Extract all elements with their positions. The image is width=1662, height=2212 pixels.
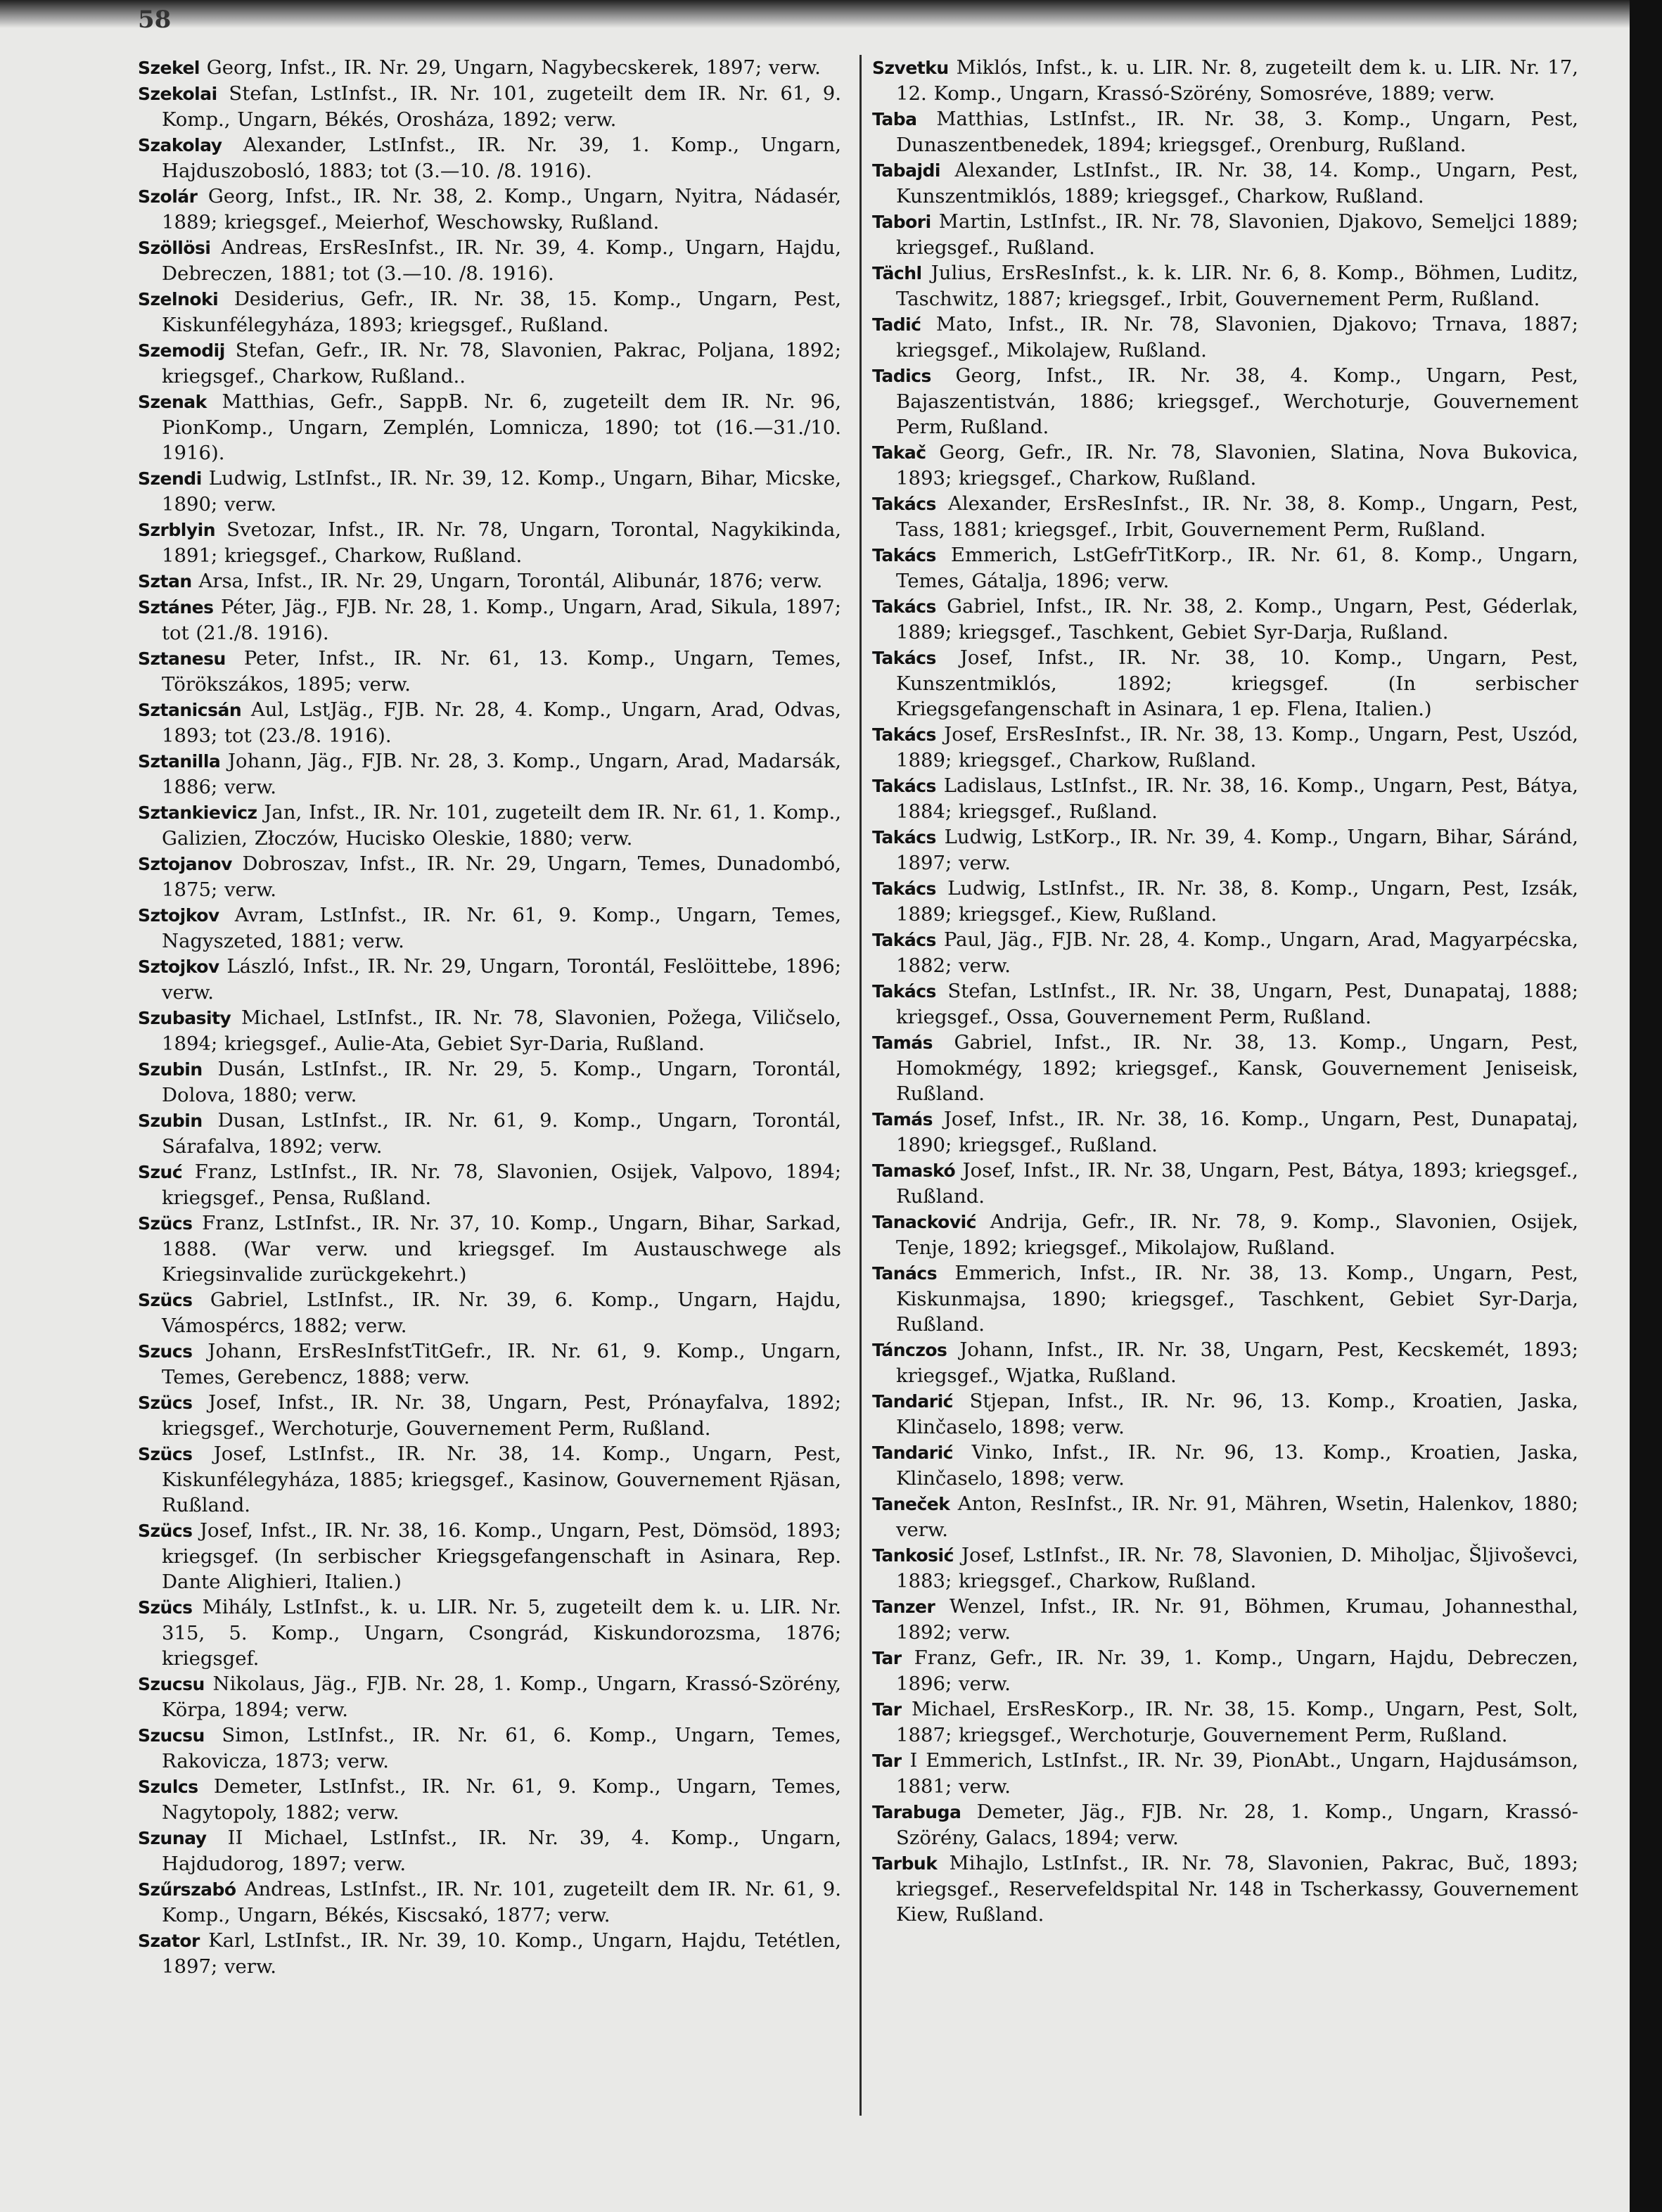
entry-details: Gabriel, Infst., IR. Nr. 38, 13. Komp., Ungarn, Pest, Homokmégy, 1892; kriegsgef., Kansk, Gouvernement Jeniseisk, Rußland. [896, 1031, 1578, 1105]
entry [872, 1440, 1578, 1491]
entry-surname: Tarbuk [872, 1853, 938, 1874]
entry-surname: Szenak [138, 392, 207, 412]
entry-surname: Tabajdi [872, 160, 941, 181]
entry-details: I Emmerich, LstInfst., IR. Nr. 39, PionAbt., Ungarn, Hajdusámson, 1881; verw. [896, 1749, 1578, 1798]
entry-details: Dusan, LstInfst., IR. Nr. 61, 9. Komp., Ungarn, Torontál, Sárafalva, 1892; verw. [162, 1109, 841, 1158]
entry-surname: Sztanesu [138, 648, 226, 669]
entry-details: Demeter, Jäg., FJB. Nr. 28, 1. Komp., Ungarn, Krassó-Szörény, Galacs, 1894; verw. [896, 1801, 1578, 1849]
entry [138, 1159, 841, 1210]
entry-surname: Tächl [872, 263, 922, 283]
entry-details: Alexander, LstInfst., IR. Nr. 38, 14. Komp., Ungarn, Pest, Kunszentmiklós, 1889; kriegsgef., Charkow, Rußland. [896, 159, 1578, 207]
entry-details: Josef, Infst., IR. Nr. 38, 16. Komp., Ungarn, Pest, Dömsöd, 1893; kriegsgef. (In serbischer Kriegsgefangenschaft in Asinara, Rep. Dante Alighieri, Italien.) [162, 1519, 841, 1593]
entry-surname: Takács [872, 930, 936, 950]
entry-details: Georg, Infst., IR. Nr. 29, Ungarn, Nagybecskerek, 1897; verw. [206, 56, 821, 79]
entry-surname: Szelnoki [138, 289, 219, 309]
entry [872, 1799, 1578, 1850]
entry-details: Stefan, LstInfst., IR. Nr. 101, zugeteilt dem IR. Nr. 61, 9. Komp., Ungarn, Békés, Orosháza, 1892; verw. [162, 82, 841, 131]
entry [872, 158, 1578, 209]
entry [138, 184, 841, 235]
entry-surname: Takács [872, 494, 936, 514]
entry-surname: Szekolai [138, 84, 217, 104]
entry-surname: Takács [872, 648, 936, 668]
entry-surname: Szubin [138, 1111, 203, 1131]
entry-surname: Szendi [138, 468, 202, 489]
entry-details: Arsa, Infst., IR. Nr. 29, Ungarn, Torontál, Alibunár, 1876; verw. [198, 570, 823, 592]
entry [138, 132, 841, 184]
entry-surname: Tar [872, 1648, 902, 1668]
entry-surname: Szunay [138, 1828, 207, 1848]
page-number: 58 [138, 6, 172, 34]
entry-details: Svetozar, Infst., IR. Nr. 78, Ungarn, Torontal, Nagykikinda, 1891; kriegsgef., Charkow, Rußland. [162, 518, 841, 567]
left-column [138, 55, 841, 1979]
entry-surname: Szubin [138, 1059, 203, 1080]
entry-surname: Tar [872, 1699, 902, 1720]
entry-surname: Tarabuga [872, 1802, 961, 1822]
entry [138, 235, 841, 286]
entry [138, 1108, 841, 1159]
entry-surname: Sztánes [138, 597, 214, 618]
entry-surname: Szucsu [138, 1674, 205, 1694]
entry [138, 594, 841, 646]
entry-surname: Takács [872, 545, 936, 565]
entry-surname: Tandarić [872, 1391, 953, 1412]
entry-surname: Tadić [872, 314, 921, 335]
entry [872, 363, 1578, 440]
entry-surname: Szulcs [138, 1777, 198, 1797]
entry-surname: Szöllösi [138, 238, 211, 258]
entry-surname: Tankosić [872, 1545, 954, 1566]
entry [872, 542, 1578, 594]
entry [138, 1210, 841, 1287]
entry [872, 260, 1578, 312]
entry [138, 1774, 841, 1825]
scan-right-edge [1630, 0, 1662, 2212]
entry-details: Nikolaus, Jäg., FJB. Nr. 28, 1. Komp., Ungarn, Krassó-Szörény, Körpa, 1894; verw. [162, 1673, 841, 1721]
entry-details: Andreas, LstInfst., IR. Nr. 101, zugeteilt dem IR. Nr. 61, 9. Komp., Ungarn, Békés, Kiscsakó, 1877; verw. [162, 1878, 841, 1926]
entry-surname: Takács [872, 776, 936, 796]
entry-surname: Szücs [138, 1393, 193, 1413]
entry-surname: Szucsu [138, 1725, 205, 1746]
entry [138, 902, 841, 954]
entry [138, 1877, 841, 1928]
entry-details: Dusán, LstInfst., IR. Nr. 29, 5. Komp., Ungarn, Torontál, Dolova, 1880; verw. [162, 1058, 841, 1106]
entry-details: Johann, Jäg., FJB. Nr. 28, 3. Komp., Ungarn, Arad, Madarsák, 1886; verw. [162, 750, 841, 798]
entry [872, 1158, 1578, 1209]
entry-details: Georg, Infst., IR. Nr. 38, 2. Komp., Ungarn, Nyitra, Nádasér, 1889; kriegsgef., Meierhof, Weschowsky, Rußland. [162, 185, 841, 234]
entry-details: Georg, Gefr., IR. Nr. 78, Slavonien, Slatina, Nova Bukovica, 1893; kriegsgef., Charkow, Rußland. [896, 441, 1578, 490]
entry-surname: Tánczos [872, 1340, 947, 1360]
entry [872, 1542, 1578, 1594]
entry [872, 1209, 1578, 1260]
entry-details: Paul, Jäg., FJB. Nr. 28, 4. Komp., Ungarn, Arad, Magyarpécska, 1882; verw. [896, 928, 1578, 977]
entry [872, 1260, 1578, 1337]
entry-surname: Szücs [138, 1213, 193, 1234]
entry-surname: Tamás [872, 1033, 933, 1053]
entry [138, 1825, 841, 1877]
entry-details: Johann, ErsResInfstTitGefr., IR. Nr. 61, 9. Komp., Ungarn, Temes, Gerebencz, 1888; verw. [162, 1340, 841, 1388]
entry [872, 1388, 1578, 1440]
entry-details: Gabriel, LstInfst., IR. Nr. 39, 6. Komp., Ungarn, Hajdu, Vámospércs, 1882; verw. [162, 1289, 842, 1337]
entry [138, 466, 841, 517]
entry-surname: Szekel [138, 58, 200, 78]
entry [872, 1491, 1578, 1542]
entry-surname: Sztojkov [138, 905, 219, 926]
entry [138, 851, 841, 902]
entry-surname: Sztojkov [138, 957, 219, 977]
entry-details: Franz, LstInfst., IR. Nr. 37, 10. Komp., Ungarn, Bihar, Sarkad, 1888. (War verw. und kriegsgef. Im Austauschwege als Kriegsinvalide zurückgekehrt.) [162, 1212, 841, 1286]
entry-details: Julius, ErsResInfst., k. k. LIR. Nr. 6, 8. Komp., Böhmen, Luditz, Taschwitz, 1887; kriegsgef., Irbit, Gouvernement Perm, Rußland. [896, 262, 1579, 310]
entry-details: Karl, LstInfst., IR. Nr. 39, 10. Komp., Ungarn, Hajdu, Tetétlen, 1897; verw. [162, 1929, 841, 1978]
entry-details: Matthias, Gefr., SappB. Nr. 6, zugeteilt dem IR. Nr. 96, PionKomp., Ungarn, Zemplén, Lomnicza, 1890; tot (16.—31./10. 1916). [162, 390, 841, 464]
entry-details: Ludwig, LstInfst., IR. Nr. 39, 12. Komp., Ungarn, Bihar, Micske, 1890; verw. [162, 467, 841, 516]
entry-surname: Sztan [138, 571, 192, 592]
entry-details: Alexander, ErsResInfst., IR. Nr. 38, 8. Komp., Ungarn, Pest, Tass, 1881; kriegsgef., Irbit, Gouvernement Perm, Rußland. [896, 492, 1578, 541]
entry [872, 978, 1578, 1030]
entry [872, 927, 1578, 978]
entry [138, 1671, 841, 1722]
entry [138, 1594, 841, 1671]
entry [138, 1722, 841, 1774]
entry-details: Georg, Infst., IR. Nr. 38, 4. Komp., Ungarn, Pest, Bajaszentistván, 1886; kriegsgef., Werchoturje, Gouvernement Perm, Rußland. [896, 364, 1578, 438]
entry-details: Vinko, Infst., IR. Nr. 96, 13. Komp., Kroatien, Jaska, Klinčaselo, 1898; verw. [896, 1441, 1578, 1490]
entry-details: Josef, LstInfst., IR. Nr. 78, Slavonien, D. Miholjac, Šljivoševci, 1883; kriegsgef., Charkow, Rußland. [896, 1544, 1578, 1592]
entry-details: Ludwig, LstKorp., IR. Nr. 39, 4. Komp., Ungarn, Bihar, Sáránd, 1897; verw. [896, 826, 1578, 874]
entry-details: Ladislaus, LstInfst., IR. Nr. 38, 16. Komp., Ungarn, Pest, Bátya, 1884; kriegsgef., Rußland. [896, 774, 1578, 823]
entry-surname: Takač [872, 442, 926, 463]
entry-details: Franz, LstInfst., IR. Nr. 78, Slavonien, Osijek, Valpovo, 1894; kriegsgef., Pensa, Rußland. [162, 1161, 842, 1209]
entry-details: Johann, Infst., IR. Nr. 38, Ungarn, Pest, Kecskemét, 1893; kriegsgef., Wjatka, Rußland. [896, 1338, 1579, 1387]
entry-surname: Szűrszabó [138, 1879, 236, 1900]
entry-details: Dobroszav, Infst., IR. Nr. 29, Ungarn, Temes, Dunadombó, 1875; verw. [162, 852, 841, 901]
entry [138, 517, 841, 568]
entry [138, 646, 841, 697]
entry [872, 1106, 1578, 1158]
entry-surname: Sztankievicz [138, 803, 257, 823]
entry-details: Miklós, Infst., k. u. LIR. Nr. 8, zugeteilt dem k. u. LIR. Nr. 17, 12. Komp., Ungarn, Krassó-Szörény, Somosréve, 1889; verw. [896, 56, 1578, 105]
entry-details: Josef, Infst., IR. Nr. 38, Ungarn, Pest, Bátya, 1893; kriegsgef., Rußland. [896, 1159, 1578, 1208]
entry-surname: Szücs [138, 1290, 193, 1310]
entry-surname: Szakolay [138, 135, 222, 155]
entry [138, 1928, 841, 1979]
entry [138, 286, 841, 338]
entry [138, 1441, 841, 1518]
entry [872, 824, 1578, 876]
entry-details: Avram, LstInfst., IR. Nr. 61, 9. Komp., Ungarn, Temes, Nagyszeted, 1881; verw. [162, 904, 841, 952]
entry [138, 1056, 841, 1108]
entry-surname: Szator [138, 1931, 200, 1951]
entry-details: Aul, LstJäg., FJB. Nr. 28, 4. Komp., Ungarn, Arad, Odvas, 1893; tot (23./8. 1916). [162, 698, 841, 747]
entry-details: Péter, Jäg., FJB. Nr. 28, 1. Komp., Ungarn, Arad, Sikula, 1897; tot (21./8. 1916). [162, 596, 841, 644]
entry [872, 1594, 1578, 1645]
entry [872, 491, 1578, 542]
entry-surname: Sztanilla [138, 751, 221, 772]
entry-surname: Takács [872, 878, 936, 899]
entry-details: Alexander, LstInfst., IR. Nr. 39, 1. Komp., Ungarn, Hajduszobosló, 1883; tot (3.—10. /8. 1916). [162, 134, 841, 182]
entry [872, 722, 1578, 773]
entry [138, 1338, 841, 1390]
entry-details: Andreas, ErsResInfst., IR. Nr. 39, 4. Komp., Ungarn, Hajdu, Debreczen, 1881; tot (3.—10. /8. 1916). [162, 236, 841, 285]
entry-details: Josef, Infst., IR. Nr. 38, 10. Komp., Ungarn, Pest, Kunszentmiklós, 1892; kriegsgef. (In serbischer Kriegsgefangenschaft in Asinara, 1 ep. Flena, Italien.) [896, 646, 1578, 720]
column-divider [859, 55, 862, 2116]
entry-details: Wenzel, Infst., IR. Nr. 91, Böhmen, Krumau, Johannesthal, 1892; verw. [896, 1595, 1578, 1644]
entry [138, 1518, 841, 1594]
entry [872, 1696, 1578, 1748]
entry-surname: Szvetku [872, 58, 949, 78]
entry-surname: Tar [872, 1751, 902, 1771]
entry-details: Michael, LstInfst., IR. Nr. 78, Slavonien, Požega, Viličselo, 1894; kriegsgef., Aulie-Ata, Gebiet Syr-Daria, Rußland. [162, 1006, 841, 1055]
entry-details: Andrija, Gefr., IR. Nr. 78, 9. Komp., Slavonien, Osijek, Tenje, 1892; kriegsgef., Mikolajow, Rußland. [896, 1210, 1578, 1259]
entry-details: Ludwig, LstInfst., IR. Nr. 38, 8. Komp., Ungarn, Pest, Izsák, 1889; kriegsgef., Kiew, Rußland. [896, 877, 1579, 926]
entry [872, 312, 1578, 363]
entry-details: Josef, LstInfst., IR. Nr. 38, 14. Komp., Ungarn, Pest, Kiskunfélegyháza, 1885; kriegsgef., Kasinow, Gouvernement Rjäsan, Rußland. [162, 1443, 841, 1516]
entry-surname: Szucs [138, 1341, 193, 1362]
scan-top-edge [0, 0, 1662, 28]
entry-surname: Szubasity [138, 1008, 231, 1028]
entry [872, 106, 1578, 158]
entry-surname: Tabori [872, 212, 931, 232]
entry-surname: Taneček [872, 1494, 950, 1514]
entry-surname: Takács [872, 596, 936, 617]
entry-surname: Taba [872, 109, 917, 129]
entry-details: Stefan, Gefr., IR. Nr. 78, Slavonien, Pakrac, Poljana, 1892; kriegsgef., Charkow, Rußland.. [162, 339, 842, 388]
entry [872, 645, 1578, 722]
entry-details: László, Infst., IR. Nr. 29, Ungarn, Torontál, Feslöittebe, 1896; verw. [162, 955, 841, 1004]
entry-details: Jan, Infst., IR. Nr. 101, zugeteilt dem IR. Nr. 61, 1. Komp., Galizien, Złoczów, Hucisko Oleskie, 1880; verw. [162, 801, 841, 850]
entry [872, 773, 1578, 824]
entry-surname: Tanzer [872, 1597, 935, 1617]
entry-details: Josef, ErsResInfst., IR. Nr. 38, 13. Komp., Ungarn, Pest, Uszód, 1889; kriegsgef., Charkow, Rußland. [896, 723, 1579, 772]
entry [138, 1390, 841, 1441]
entry [872, 440, 1578, 491]
entry-surname: Tandarić [872, 1443, 953, 1463]
entry-details: Anton, ResInfst., IR. Nr. 91, Mähren, Wsetin, Halenkov, 1880; verw. [896, 1492, 1578, 1541]
entry-surname: Szücs [138, 1444, 193, 1464]
entry-surname: Tadics [872, 366, 931, 386]
right-column [872, 55, 1578, 1927]
entry-surname: Tanacković [872, 1212, 977, 1232]
entry [872, 1748, 1578, 1799]
entry-surname: Szücs [138, 1597, 193, 1618]
entry-details: Josef, Infst., IR. Nr. 38, 16. Komp., Ungarn, Pest, Dunapataj, 1890; kriegsgef., Rußland. [896, 1108, 1578, 1156]
entry-details: Martin, LstInfst., IR. Nr. 78, Slavonien, Djakovo, Semeljci 1889; kriegsgef., Rußland. [896, 210, 1578, 259]
entry [138, 389, 841, 466]
entry-surname: Szemodij [138, 340, 225, 361]
entry-surname: Sztojanov [138, 854, 232, 874]
entry-details: Stjepan, Infst., IR. Nr. 96, 13. Komp., Kroatien, Jaska, Klinčaselo, 1898; verw. [896, 1390, 1578, 1438]
entry [872, 55, 1578, 106]
entry-details: Mihajlo, LstInfst., IR. Nr. 78, Slavonien, Pakrac, Buč, 1893; kriegsgef., Reservefeldspital Nr. 148 in Tscherkassy, Gouvernement Kiew, Rußland. [896, 1852, 1578, 1926]
entry-surname: Szücs [138, 1521, 193, 1541]
entry-details: Desiderius, Gefr., IR. Nr. 38, 15. Komp., Ungarn, Pest, Kiskunfélegyháza, 1893; kriegsgef., Rußland. [162, 288, 841, 336]
entry-surname: Tamaskó [872, 1161, 956, 1181]
entry-details: Josef, Infst., IR. Nr. 38, Ungarn, Pest, Prónayfalva, 1892; kriegsgef., Werchoturje, Gouvernement Perm, Rußland. [162, 1391, 841, 1440]
entry [138, 697, 841, 748]
entry-surname: Takács [872, 724, 936, 745]
entry-details: Michael, ErsResKorp., IR. Nr. 38, 15. Komp., Ungarn, Pest, Solt, 1887; kriegsgef., Werchoturje, Gouvernement Perm, Rußland. [896, 1698, 1578, 1746]
entry-surname: Takács [872, 827, 936, 848]
entry-details: Demeter, LstInfst., IR. Nr. 61, 9. Komp., Ungarn, Temes, Nagytopoly, 1882; verw. [162, 1775, 841, 1824]
entry-details: Emmerich, LstGefrTitKorp., IR. Nr. 61, 8. Komp., Ungarn, Temes, Gátalja, 1896; verw. [896, 544, 1579, 592]
entry-surname: Tanács [872, 1263, 938, 1284]
entry [138, 81, 841, 132]
entry [138, 748, 841, 800]
entry-details: Emmerich, Infst., IR. Nr. 38, 13. Komp., Ungarn, Pest, Kiskunmajsa, 1890; kriegsgef., Taschkent, Gebiet Syr-Darja, Rußland. [896, 1262, 1578, 1336]
entry [138, 954, 841, 1005]
entry [872, 1030, 1578, 1106]
entry [872, 594, 1578, 645]
entry-details: Matthias, LstInfst., IR. Nr. 38, 3. Komp., Ungarn, Pest, Dunaszentbenedek, 1894; kriegsgef., Orenburg, Rußland. [896, 108, 1578, 156]
entry [138, 800, 841, 851]
entry [872, 209, 1578, 260]
entry [872, 1850, 1578, 1927]
entry-surname: Tamás [872, 1109, 933, 1130]
entry-details: Simon, LstInfst., IR. Nr. 61, 6. Komp., Ungarn, Temes, Rakovicza, 1873; verw. [162, 1724, 841, 1772]
entry-details: Peter, Infst., IR. Nr. 61, 13. Komp., Ungarn, Temes, Törökszákos, 1895; verw. [162, 647, 841, 696]
entry [138, 568, 841, 594]
entry [872, 876, 1578, 927]
entry [138, 1287, 841, 1338]
entry-details: Mihály, LstInfst., k. u. LIR. Nr. 5, zugeteilt dem k. u. LIR. Nr. 315, 5. Komp., Ungarn, Csongrád, Kiskundorozsma, 1876; kriegsgef. [162, 1596, 841, 1670]
entry-details: Gabriel, Infst., IR. Nr. 38, 2. Komp., Ungarn, Pest, Géderlak, 1889; kriegsgef., Taschkent, Gebiet Syr-Darja, Rußland. [896, 595, 1578, 644]
entry-surname: Szuć [138, 1162, 183, 1182]
entry-details: Stefan, LstInfst., IR. Nr. 38, Ungarn, Pest, Dunapataj, 1888; kriegsgef., Ossa, Gouvernement Perm, Rußland. [896, 980, 1578, 1028]
entry [872, 1645, 1578, 1696]
entry-surname: Takács [872, 981, 936, 1002]
entry-details: Franz, Gefr., IR. Nr. 39, 1. Komp., Ungarn, Hajdu, Debreczen, 1896; verw. [896, 1647, 1578, 1695]
entry [138, 55, 841, 81]
entry-surname: Szrblyin [138, 520, 216, 540]
entry-details: Mato, Infst., IR. Nr. 78, Slavonien, Djakovo; Trnava, 1887; kriegsgef., Mikolajew, Rußland. [896, 313, 1578, 362]
entry [138, 1005, 841, 1056]
entry [872, 1337, 1578, 1388]
entry-surname: Szolár [138, 186, 198, 207]
entry-details: II Michael, LstInfst., IR. Nr. 39, 4. Komp., Ungarn, Hajdudorog, 1897; verw. [162, 1827, 841, 1875]
entry-surname: Sztanicsán [138, 700, 242, 720]
entry [138, 338, 841, 389]
